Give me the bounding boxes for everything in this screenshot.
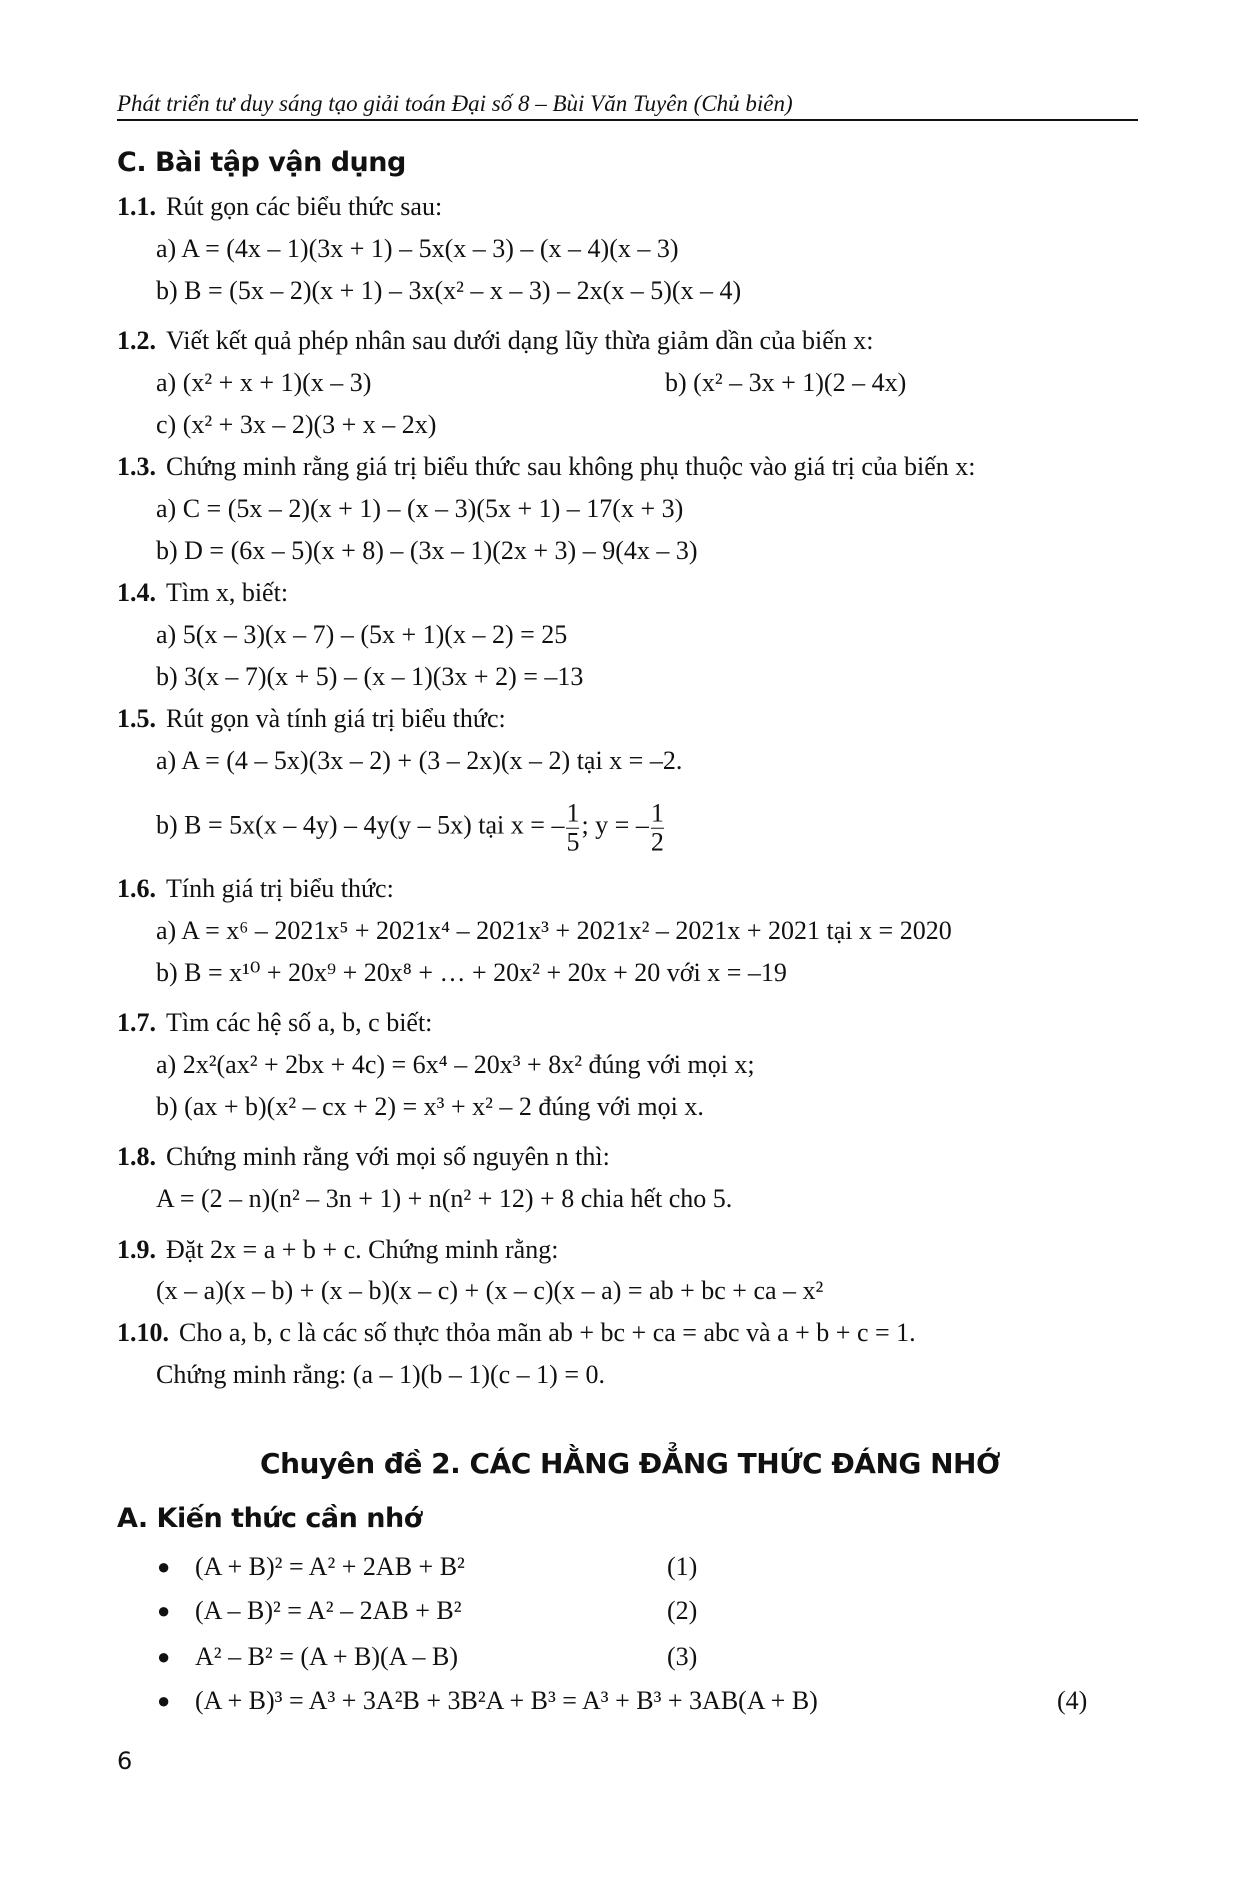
problem-1-5-b — [156, 796, 666, 857]
problem-text: Chứng minh rằng giá trị biểu thức sau không phụ thuộc vào giá trị của biến x: — [166, 452, 976, 481]
expression-mid: ; y = – — [581, 810, 649, 840]
problem-1-5 — [117, 704, 506, 734]
identity-label: (1) — [667, 1552, 698, 1581]
problem-1-6-a: a) A = x⁶ – 2021x⁵ + 2021x⁴ – 2021x³ + 2021x² – 2021x + 2021 tại x = 2020 — [156, 916, 952, 945]
problem-text: Tìm các hệ số a, b, c biết: — [166, 1008, 433, 1037]
header-rule — [117, 119, 1138, 121]
problem-text: Tìm x, biết: — [166, 578, 289, 607]
problem-number: 1.3. — [117, 452, 156, 481]
bullet-icon: ● — [157, 1554, 171, 1579]
problem-1-10 — [117, 1318, 916, 1348]
problem-1-6-b: b) B = x¹⁰ + 20x⁹ + 20x⁸ + … + 20x² + 20x + 20 với x = –19 — [156, 958, 787, 987]
problem-number: 1.7. — [117, 1008, 156, 1037]
problem-1-1-a: a) A = (4x – 1)(3x + 1) – 5x(x – 3) – (x – 4)(x – 3) — [156, 234, 679, 263]
identity-formula: (A + B)² = A² + 2AB + B² — [195, 1552, 465, 1581]
bullet-icon: ● — [157, 1688, 171, 1713]
problem-text: Cho a, b, c là các số thực thỏa mãn ab + bc + ca = abc và a + b + c = 1. — [179, 1318, 916, 1347]
problem-1-8 — [117, 1142, 610, 1172]
problem-1-9 — [117, 1235, 558, 1265]
problem-1-9-line: (x – a)(x – b) + (x – b)(x – c) + (x – c)(x – a) = ab + bc + ca – x² — [156, 1276, 824, 1305]
problem-text: Tính giá trị biểu thức: — [166, 874, 394, 903]
identity-formula: (A – B)² = A² – 2AB + B² — [195, 1596, 462, 1625]
problem-1-7 — [117, 1008, 432, 1038]
fraction: $\frac{1}{5}$ — [566, 798, 580, 857]
identity-label: (4) — [1057, 1686, 1088, 1715]
problem-1-2-a: a) (x² + x + 1)(x – 3) — [156, 368, 372, 397]
page-number: 6 — [117, 1747, 133, 1775]
expression: b) B = 5x(x – 4y) – 4y(y – 5x) tại x = – — [156, 810, 565, 840]
identity-label: (2) — [667, 1596, 698, 1625]
chapter-title: Chuyên đề 2. CÁC HẰNG ĐẲNG THỨC ĐÁNG NHỚ — [260, 1447, 1000, 1480]
problem-1-3-b: b) D = (6x – 5)(x + 8) – (3x – 1)(2x + 3) – 9(4x – 3) — [156, 536, 698, 565]
problem-1-4-a: a) 5(x – 3)(x – 7) – (5x + 1)(x – 2) = 25 — [156, 620, 568, 649]
problem-text: Đặt 2x = a + b + c. Chứng minh rằng: — [166, 1235, 559, 1264]
problem-1-10-line: Chứng minh rằng: (a – 1)(b – 1)(c – 1) = 0. — [156, 1360, 605, 1389]
problem-text: Chứng minh rằng với mọi số nguyên n thì: — [166, 1142, 610, 1171]
problem-number: 1.5. — [117, 704, 156, 733]
identity-formula: (A + B)³ = A³ + 3A²B + 3B²A + B³ = A³ + B³ + 3AB(A + B) — [195, 1686, 818, 1715]
section-heading-a: A. Kiến thức cần nhớ — [117, 1503, 422, 1534]
running-header: Phát triển tư duy sáng tạo giải toán Đại số 8 – Bùi Văn Tuyên (Chủ biên) — [117, 91, 793, 116]
fraction: $\frac{1}{2}$ — [650, 798, 664, 857]
problem-text: Viết kết quả phép nhân sau dưới dạng lũy thừa giảm dần của biến x: — [166, 326, 874, 355]
problem-1-5-a: a) A = (4 – 5x)(3x – 2) + (3 – 2x)(x – 2) tại x = –2. — [156, 746, 683, 775]
problem-1-4 — [117, 578, 288, 608]
problem-1-1 — [117, 192, 442, 222]
problem-1-2 — [117, 326, 874, 356]
identity-label: (3) — [667, 1642, 698, 1671]
problem-1-2-b: b) (x² – 3x + 1)(2 – 4x) — [665, 368, 907, 397]
problem-1-7-b: b) (ax + b)(x² – cx + 2) = x³ + x² – 2 đúng với mọi x. — [156, 1092, 704, 1121]
problem-1-3-a: a) C = (5x – 2)(x + 1) – (x – 3)(5x + 1) – 17(x + 3) — [156, 494, 684, 523]
problem-text: Rút gọn các biểu thức sau: — [166, 192, 443, 221]
problem-number: 1.6. — [117, 874, 156, 903]
problem-number: 1.8. — [117, 1142, 156, 1171]
problem-1-8-line: A = (2 – n)(n² – 3n + 1) + n(n² + 12) + 8 chia hết cho 5. — [156, 1184, 733, 1213]
problem-number: 1.4. — [117, 578, 156, 607]
section-heading-c: C. Bài tập vận dụng — [117, 147, 406, 178]
bullet-icon: ● — [157, 1644, 171, 1669]
problem-number: 1.1. — [117, 192, 156, 221]
problem-number: 1.10. — [117, 1318, 169, 1347]
problem-1-1-b: b) B = (5x – 2)(x + 1) – 3x(x² – x – 3) – 2x(x – 5)(x – 4) — [156, 276, 742, 305]
identity-formula: A² – B² = (A + B)(A – B) — [195, 1642, 459, 1671]
problem-1-2-c: c) (x² + 3x – 2)(3 + x – 2x) — [156, 410, 437, 439]
problem-1-7-a: a) 2x²(ax² + 2bx + 4c) = 6x⁴ – 20x³ + 8x² đúng với mọi x; — [156, 1050, 755, 1079]
problem-1-4-b: b) 3(x – 7)(x + 5) – (x – 1)(3x + 2) = –13 — [156, 662, 584, 691]
problem-1-6 — [117, 874, 394, 904]
bullet-icon: ● — [157, 1598, 171, 1623]
problem-text: Rút gọn và tính giá trị biểu thức: — [166, 704, 506, 733]
problem-1-3 — [117, 452, 975, 482]
problem-number: 1.9. — [117, 1235, 156, 1264]
problem-number: 1.2. — [117, 326, 156, 355]
